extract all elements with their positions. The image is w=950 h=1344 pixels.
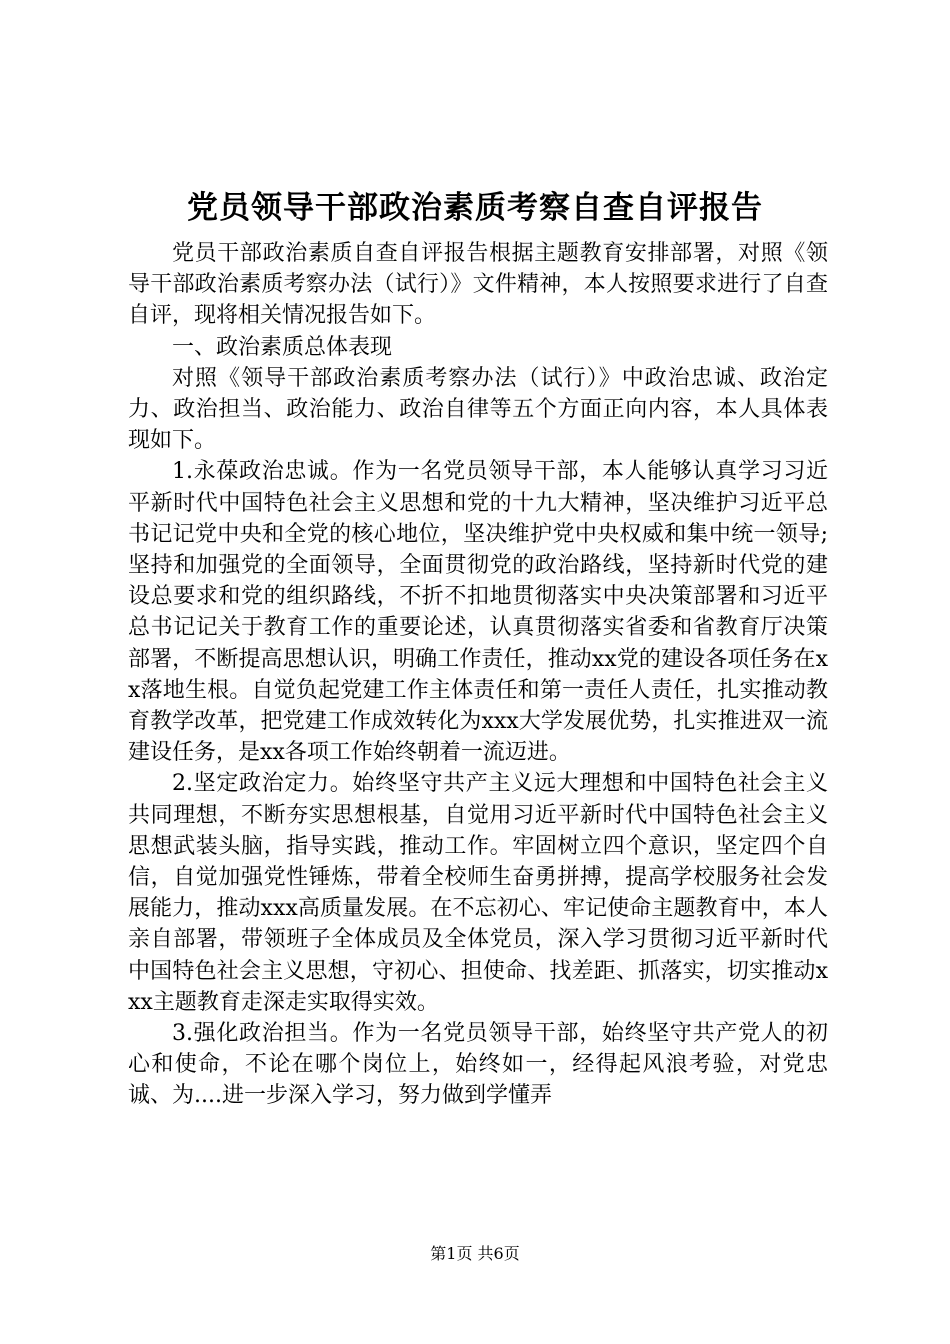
body-paragraph: 2.坚定政治定力。始终坚守共产主义远大理想和中国特色社会主义共同理想，不断夯实思想根基，自觉用习近平新时代中国特色社会主义思想武装头脑，指导实践，推动工作。牢固树立四个意识，坚定四个自信，自觉加强党性锤炼，带着全校师生奋勇拼搏，提高学校服务社会发展能力，推动xxx高质量发展。在不忘初心、牢记使命主题教育中，本人亲自部署，带领班子全体成员及全体党员，深入学习贯彻习近平新时代中国特色社会主义思想，守初心、担使命、找差距、抓落实，切实推动xxx主题教育走深走实取得实效。: [128, 771, 828, 1015]
document-title: 党员领导干部政治素质考察自查自评报告: [187, 190, 763, 226]
page-number-footer: 第1页 共6页: [430, 1244, 520, 1263]
body-paragraph: 1.永葆政治忠诚。作为一名党员领导干部，本人能够认真学习习近平新时代中国特色社会主义思想和党的十九大精神，坚决维护习近平总书记记党中央和全党的核心地位，坚决维护党中央权威和集中统一领导;坚持和加强党的全面领导，全面贯彻党的政治路线，坚持新时代党的建设总要求和党的组织路线，不折不扣地贯彻落实中央决策部署和习近平总书记记关于教育工作的重要论述，认真贯彻落实省委和省教育厅决策部署，不断提高思想认识，明确工作责任，推动xx党的建设各项任务在xx落地生根。自觉负起党建工作主体责任和第一责任人责任，扎实推动教育教学改革，把党建工作成效转化为xxx大学发展优势，扎实推进双一流建设任务，是xx各项工作始终朝着一流迈进。: [128, 459, 828, 766]
intro-paragraph: 党员干部政治素质自查自评报告根据主题教育安排部署，对照《领导干部政治素质考察办法（试行）》文件精神，本人按照要求进行了自查自评，现将相关情况报告如下。: [128, 241, 828, 329]
body-paragraph: 对照《领导干部政治素质考察办法（试行）》中政治忠诚、政治定力、政治担当、政治能力、政治自律等五个方面正向内容，本人具体表现如下。: [128, 365, 828, 454]
body-paragraph: 3.强化政治担当。作为一名党员领导干部，始终坚守共产党人的初心和使命，不论在哪个岗位上，始终如一，经得起风浪考验，对党忠诚、为....进一步深入学习，努力做到学懂弄: [128, 1021, 828, 1109]
section-heading: 一、政治素质总体表现: [172, 334, 393, 360]
document-body: [128, 238, 828, 1112]
